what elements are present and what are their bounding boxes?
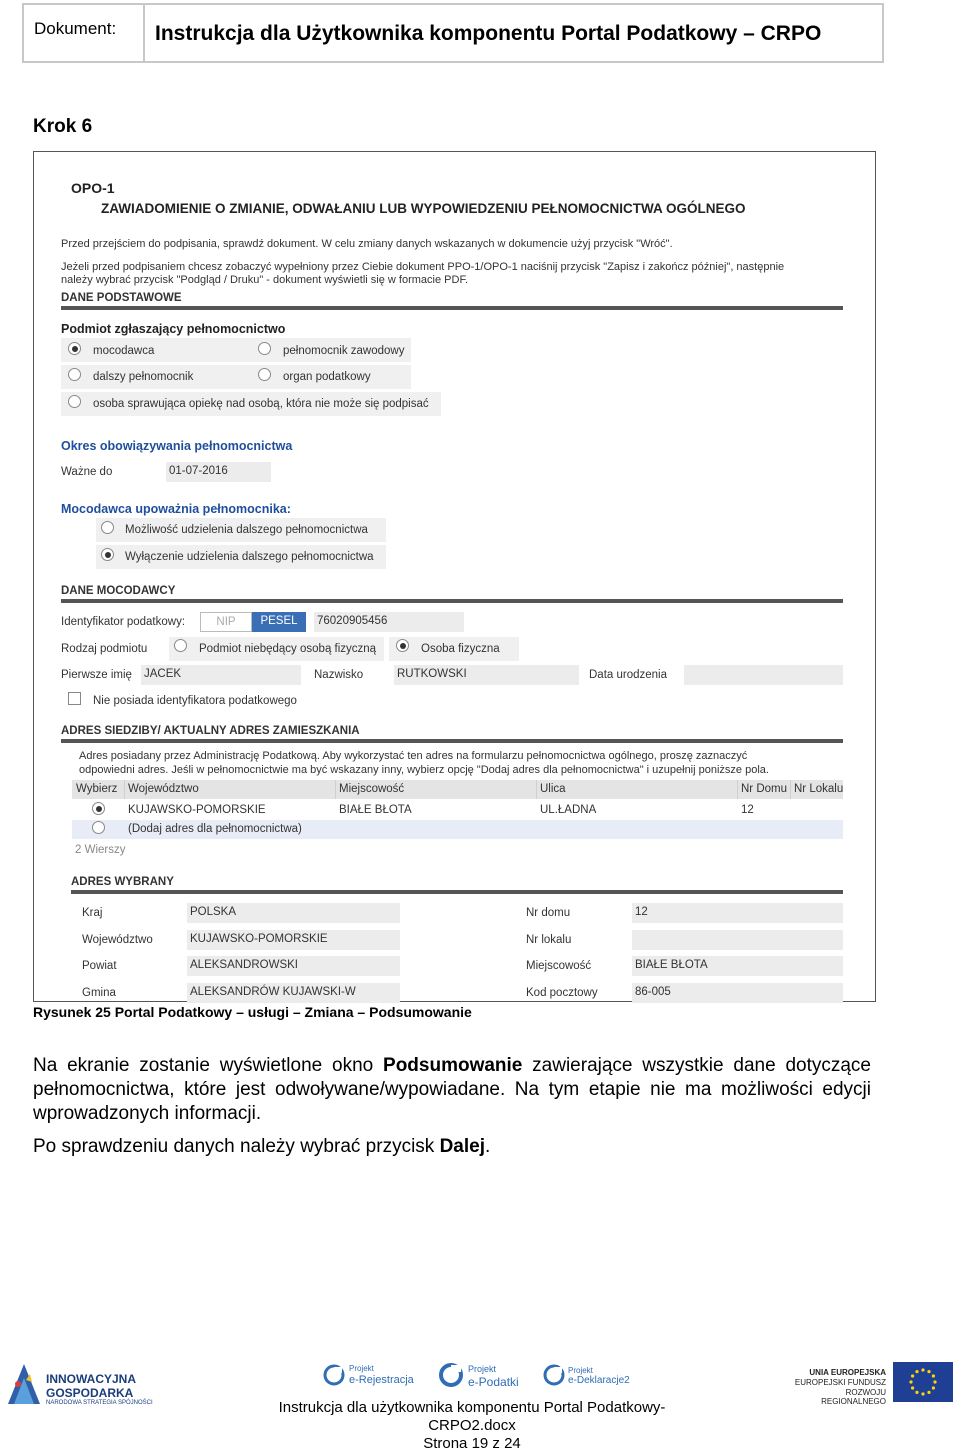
e-deklaracje-icon bbox=[543, 1364, 565, 1386]
para2-text-c: . bbox=[485, 1136, 491, 1157]
radio-osoba-fizyczna[interactable] bbox=[396, 639, 409, 652]
paragraph-next bbox=[33, 1135, 871, 1159]
okres-heading: Okres obowiązywania pełnomocnictwa bbox=[61, 439, 293, 453]
th-nr-domu: Nr Domu bbox=[741, 783, 788, 795]
prj1-small: Projekt bbox=[349, 1364, 374, 1373]
label-mozliwosc: Możliwość udzielenia dalszego pełnomocnictwa bbox=[125, 524, 368, 536]
data-urodzenia-field[interactable] bbox=[684, 665, 843, 685]
section-adres: ADRES SIEDZIBY/ AKTUALNY ADRES ZAMIESZKANIA bbox=[61, 725, 360, 737]
radio-mocodawca[interactable] bbox=[68, 342, 81, 355]
radio-address-row-1[interactable] bbox=[92, 802, 105, 815]
label-mocodawca: mocodawca bbox=[93, 345, 155, 357]
radio-organ-podatkowy[interactable] bbox=[258, 368, 271, 381]
identyfikator-label: Identyfikator podatkowy: bbox=[61, 616, 186, 628]
nie-posiada-checkbox[interactable] bbox=[68, 692, 81, 705]
document-header bbox=[22, 3, 884, 63]
label-opieka: osoba sprawująca opiekę nad osobą, która nie może się podpisać bbox=[93, 398, 429, 410]
label-niebedacy: Podmiot niebędący osobą fizyczną bbox=[199, 643, 377, 655]
pesel-toggle[interactable]: PESEL bbox=[252, 612, 306, 632]
ue-line2: EUROPEJSKI FUNDUSZ bbox=[794, 1378, 886, 1387]
document-title: Instrukcja dla Użytkownika komponentu Portal Podatkowy – CRPO bbox=[155, 22, 822, 45]
section-rule bbox=[71, 890, 843, 894]
page-footer bbox=[237, 1399, 707, 1453]
imie-label: Pierwsze imię bbox=[61, 669, 132, 681]
footer-page-number: Strona 19 z 24 bbox=[423, 1435, 521, 1452]
prj3-big: e-Deklaracje2 bbox=[568, 1375, 630, 1386]
th-wojewodztwo: Województwo bbox=[128, 783, 199, 795]
note-preview-line2: należy wybrać przycisk "Podgląd / Druku" - dokument wyświetli się w formacie PDF. bbox=[61, 274, 468, 286]
radio-address-row-2[interactable] bbox=[92, 821, 105, 834]
rows-count: 2 Wierszy bbox=[75, 844, 126, 856]
th-ulica: Ulica bbox=[540, 783, 566, 795]
miejscowosc-label: Miejscowość bbox=[526, 960, 592, 972]
nr-domu-label: Nr domu bbox=[526, 907, 571, 919]
section-dane-podstawowe: DANE PODSTAWOWE bbox=[61, 292, 182, 304]
eu-flag-icon bbox=[893, 1362, 953, 1402]
note-check-document: Przed przejściem do podpisania, sprawdź dokument. W celu zmiany danych wskazanych w dokumencie użyj przycisk "Wróć". bbox=[61, 238, 673, 250]
label-dalszy-pelnomocnik: dalszy pełnomocnik bbox=[93, 371, 194, 383]
document-label: Dokument: bbox=[24, 5, 145, 61]
gmina-label: Gmina bbox=[82, 987, 116, 999]
data-urodzenia-label: Data urodzenia bbox=[589, 669, 667, 681]
para1-text-c: zawierające wszystkie dane dotyczące pełnomocnictwa, które jest odwoływane/wypowiadane. Na tym etapie nie ma możliwości edycji wprowadzonych informacji. bbox=[33, 1055, 872, 1124]
cell-dodaj-adres: (Dodaj adres dla pełnomocnictwa) bbox=[128, 823, 302, 835]
figure-caption: Rysunek 25 Portal Podatkowy – usługi – Zmiana – Podsumowanie bbox=[33, 1004, 472, 1020]
radio-niebedacy[interactable] bbox=[174, 639, 187, 652]
prj3-small: Projekt bbox=[568, 1366, 593, 1375]
miejscowosc-field: BIAŁE BŁOTA bbox=[632, 956, 843, 976]
ig-line2: GOSPODARKA bbox=[46, 1386, 134, 1400]
adres-note-line1: Adres posiadany przez Administrację Podatkową. Aby wykorzystać ten adres na formularzu pełnomocnictwa ogólnego, proszę zaznaczyć bbox=[79, 750, 748, 762]
ig-emblem-icon bbox=[4, 1360, 44, 1408]
pesel-field[interactable]: 76020905456 bbox=[314, 612, 464, 632]
para2-text-a: Po sprawdzeniu danych należy wybrać przycisk bbox=[33, 1136, 440, 1157]
radio-dalszy-pelnomocnik[interactable] bbox=[68, 368, 81, 381]
nr-lokalu-field bbox=[632, 930, 843, 950]
e-podatki-icon bbox=[438, 1362, 464, 1388]
e-rejestracja-icon bbox=[323, 1364, 345, 1386]
section-rule bbox=[61, 306, 843, 310]
label-pelnomocnik-zawodowy: pełnomocnik zawodowy bbox=[283, 345, 405, 357]
cell-wojewodztwo: KUJAWSKO-POMORSKIE bbox=[128, 804, 266, 816]
section-rule bbox=[61, 599, 843, 603]
prj1-big: e-Rejestracja bbox=[349, 1374, 414, 1386]
projekt-e-rejestracja-logo bbox=[323, 1362, 423, 1392]
prj2-big: e-Podatki bbox=[468, 1375, 519, 1389]
nip-toggle[interactable]: NIP bbox=[200, 612, 252, 632]
cell-nr-domu: 12 bbox=[741, 804, 754, 816]
nr-domu-field: 12 bbox=[632, 903, 843, 923]
powiat-label: Powiat bbox=[82, 960, 117, 972]
ue-line1: UNIA EUROPEJSKA bbox=[809, 1368, 886, 1377]
summary-screenshot bbox=[33, 151, 876, 1002]
wazne-do-label: Ważne do bbox=[61, 466, 113, 478]
form-title: ZAWIADOMIENIE O ZMIANIE, ODWAŁANIU LUB WYPOWIEDZENIU PEŁNOMOCNICTWA OGÓLNEGO bbox=[101, 201, 746, 216]
ig-line1: INNOWACYJNA bbox=[46, 1372, 137, 1386]
cell-miejscowosc: BIAŁE BŁOTA bbox=[339, 804, 412, 816]
note-preview-line1: Jeżeli przed podpisaniem chcesz zobaczyć wypełniony przez Ciebie dokument PPO-1/OPO-1 naciśnij przycisk "Zapisz i zakończ później", następnie bbox=[61, 261, 785, 273]
th-wybierz: Wybierz bbox=[76, 783, 118, 795]
powiat-field: ALEKSANDROWSKI bbox=[187, 956, 400, 976]
projekt-e-podatki-logo bbox=[438, 1362, 533, 1392]
cell-ulica: UL.ŁADNA bbox=[540, 804, 597, 816]
th-nr-lokalu: Nr Lokalu bbox=[794, 783, 844, 795]
rodzaj-label: Rodzaj podmiotu bbox=[61, 643, 148, 655]
adres-note-line2: odpowiedni adres. Jeśli w pełnomocnictwie ma być wskazany inny, wybierz opcję "Dodaj adres dla pełnomocnictwa" i uzupełnij poniższe pola. bbox=[79, 764, 769, 776]
kraj-label: Kraj bbox=[82, 907, 103, 919]
label-wylaczenie: Wyłączenie udzielenia dalszego pełnomocnictwa bbox=[125, 551, 374, 563]
wojewodztwo-field: KUJAWSKO-POMORSKIE bbox=[187, 930, 400, 950]
para1-bold: Podsumowanie bbox=[383, 1055, 523, 1076]
label-organ-podatkowy: organ podatkowy bbox=[283, 371, 371, 383]
prj2-small: Projekt bbox=[468, 1364, 497, 1374]
kod-pocztowy-label: Kod pocztowy bbox=[526, 987, 598, 999]
imie-field[interactable]: JACEK bbox=[141, 665, 301, 685]
radio-wylaczenie[interactable] bbox=[101, 548, 114, 561]
innowacyjna-gospodarka-logo bbox=[4, 1360, 154, 1410]
para2-bold: Dalej bbox=[439, 1136, 485, 1157]
th-miejscowosc: Miejscowość bbox=[339, 783, 405, 795]
radio-mozliwosc[interactable] bbox=[101, 521, 114, 534]
nr-lokalu-label: Nr lokalu bbox=[526, 934, 572, 946]
eu-logo bbox=[786, 1362, 956, 1406]
nie-posiada-label: Nie posiada identyfikatora podatkowego bbox=[93, 695, 297, 707]
radio-opieka[interactable] bbox=[68, 395, 81, 408]
wazne-do-field[interactable]: 01-07-2016 bbox=[166, 462, 271, 482]
wojewodztwo-label: Województwo bbox=[82, 934, 153, 946]
nazwisko-label: Nazwisko bbox=[314, 669, 364, 681]
paragraph-summary bbox=[33, 1054, 871, 1126]
section-rule bbox=[61, 739, 843, 743]
mocodawca-heading: Mocodawca upoważnia pełnomocnika: bbox=[61, 502, 291, 516]
section-dane-mocodawcy: DANE MOCODAWCY bbox=[61, 585, 176, 597]
form-code: OPO-1 bbox=[71, 180, 115, 196]
gmina-field: ALEKSANDRÓW KUJAWSKI-W bbox=[187, 983, 400, 1003]
label-osoba-fizyczna: Osoba fizyczna bbox=[421, 643, 500, 655]
section-adres-wybrany: ADRES WYBRANY bbox=[71, 876, 174, 888]
footer-doc-name: Instrukcja dla użytkownika komponentu Portal Podatkowy-CRPO2.docx bbox=[278, 1399, 666, 1434]
ue-line3: ROZWOJU REGIONALNEGO bbox=[821, 1388, 886, 1406]
para1-text-a: Na ekranie zostanie wyświetlone okno bbox=[33, 1055, 384, 1076]
podmiot-heading: Podmiot zgłaszający pełnomocnictwo bbox=[61, 322, 286, 336]
projekt-e-deklaracje-logo bbox=[543, 1362, 643, 1392]
radio-pelnomocnik-zawodowy[interactable] bbox=[258, 342, 271, 355]
step-heading: Krok 6 bbox=[33, 116, 93, 137]
kraj-field: POLSKA bbox=[187, 903, 400, 923]
kod-pocztowy-field: 86-005 bbox=[632, 983, 843, 1003]
nazwisko-field[interactable]: RUTKOWSKI bbox=[394, 665, 579, 685]
ig-line3: NARODOWA STRATEGIA SPÓJNOŚCI bbox=[46, 1400, 153, 1406]
